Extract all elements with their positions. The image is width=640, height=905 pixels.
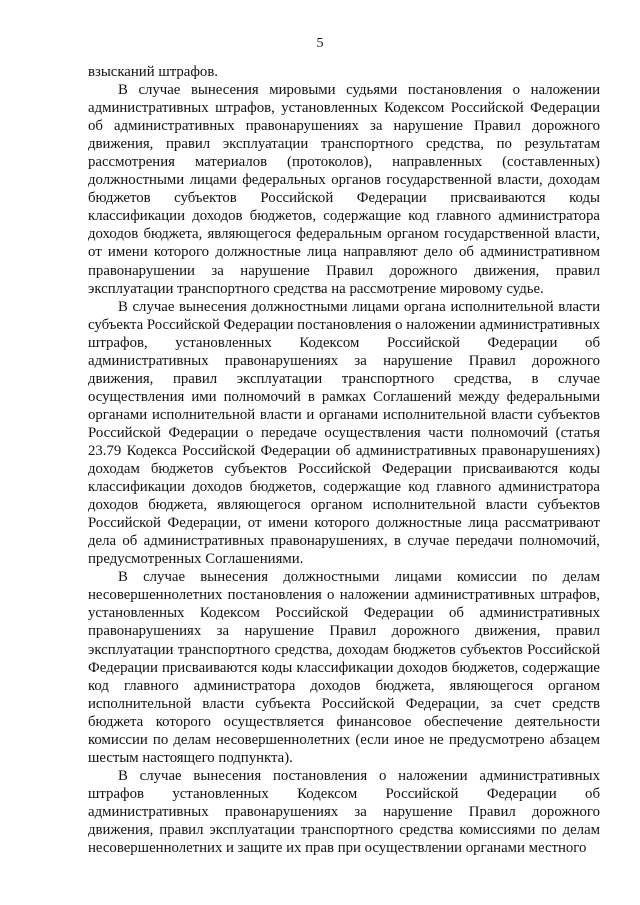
paragraph-magistrate-fines: В случае вынесения мировыми судьями постановления о наложении административных штрафов, установленных Кодексом Российской Федерации об административных правонарушениях за нарушение Правил дорожного движения, правил эксплуатации транспортного средства, по результатам рассмотрения материалов (протоколов), направленных (составленных) должностными лицами федеральных органов государственной власти, доходам бюджетов субъектов Российской Федерации присваиваются коды классификации доходов бюджетов, содержащие код главного администратора доходов бюджета, являющегося федеральным органом государственной власти, от имени которого должностные лица направляют дело об административном правонарушении за нарушение Правил дорожного движения, правил эксплуатации транспортного средства на рассмотрение мировому судье. xyxy=(88,82,600,297)
paragraph-minors-commission-fines: В случае вынесения должностными лицами комиссии по делам несовершеннолетних постановления о наложении административных штрафов, установленных Кодексом Российской Федерации об административных правонарушениях за нарушение Правил дорожного движения, правил эксплуатации транспортного средства, доходам бюджетов субъектов Российской Федерации присваиваются коды классификации доходов бюджетов, содержащие код главного администратора доходов бюджета, являющегося органом исполнительной власти субъекта Российской Федерации, за счет средств бюджета которого осуществляется финансовое обеспечение деятельности комиссии по делам несовершеннолетних (если иное не предусмотрено абзацем шестым настоящего подпункта). xyxy=(88,569,600,766)
paragraph-minors-commission-local: В случае вынесения постановления о наложении административных штрафов установленных Кодексом Российской Федерации об административных правонарушениях за нарушение Правил дорожного движения, правил эксплуатации транспортного средства комиссиями по делам несовершеннолетних и защите их прав при осуществлении органами местного xyxy=(88,767,600,857)
paragraph-regional-executive-fines: В случае вынесения должностными лицами органа исполнительной власти субъекта Российской Федерации постановления о наложении административных штрафов, установленных Кодексом Российской Федерации об административных правонарушениях за нарушение Правил дорожного движения, правил эксплуатации транспортного средства, в случае осуществления ими полномочий в рамках Соглашений между федеральными органами исполнительной власти и органами исполнительной власти субъектов Российской Федерации о передаче осуществления части полномочий (статья 23.79 Кодекса Российской Федерации об административных правонарушениях) доходам бюджетов субъектов Российской Федерации присваиваются коды классификации доходов бюджетов, содержащие код главного администратора доходов бюджета, являющегося органом исполнительной власти субъектов Российской Федерации, от имени которого должностные лица рассматривают дела об административных правонарушениях, в случае передачи полномочий, предусмотренных Соглашениями. xyxy=(88,298,600,568)
document-body xyxy=(88,63,600,857)
page-number: 5 xyxy=(316,36,324,51)
paragraph-continuation: взысканий штрафов. xyxy=(88,64,219,80)
